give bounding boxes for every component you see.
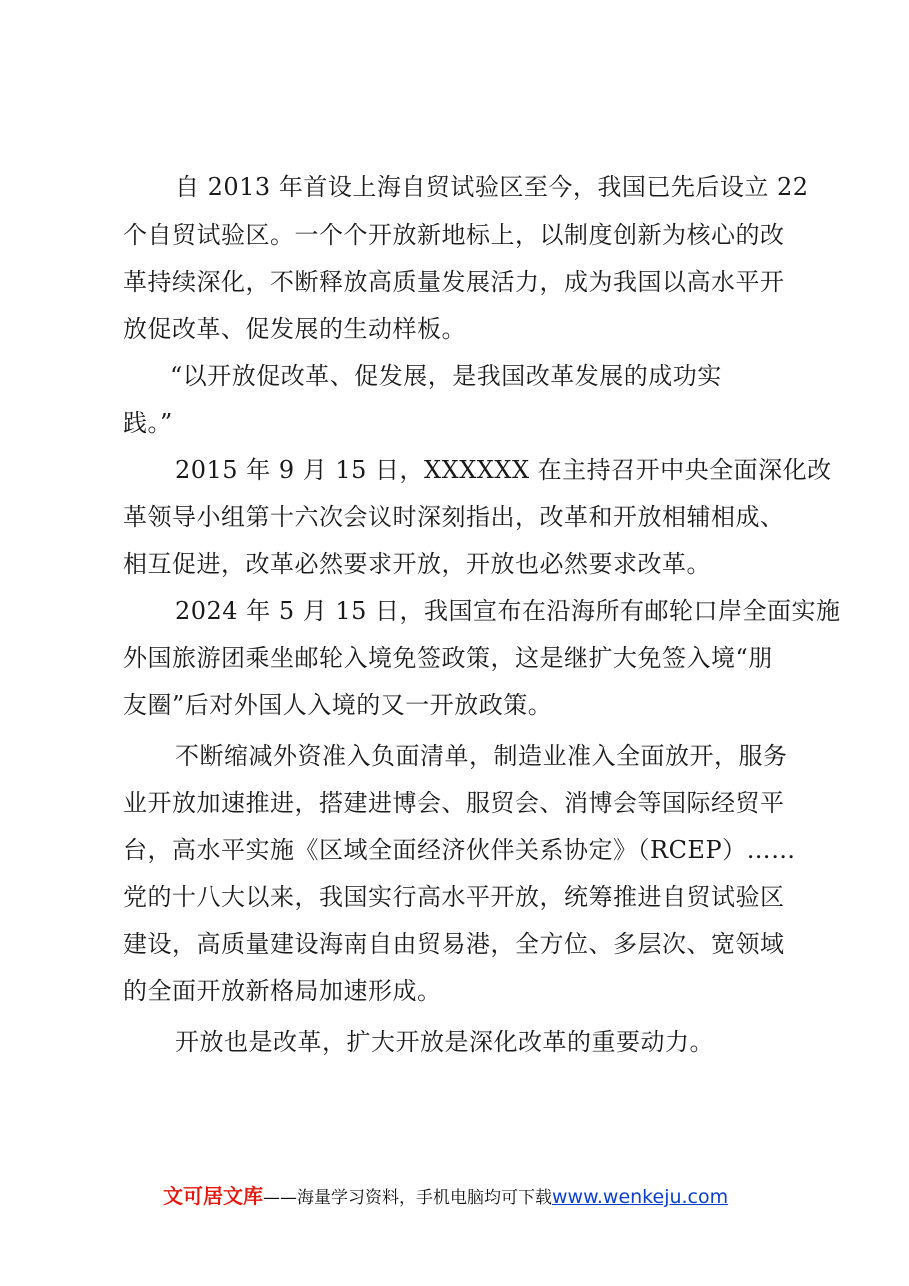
paragraph-2-line-1: “以开放促改革、促发展，是我国改革发展的成功实 (170, 362, 722, 390)
paragraph-3-line-1: 2015 年 9 月 15 日，XXXXXX 在主持召开中央全面深化改 (175, 456, 832, 484)
paragraph-1-line-2: 个自贸试验区。一个个开放新地标上，以制度创新为核心的改 (123, 221, 785, 249)
paragraph-3-line-2: 革领导小组第十六次会议时深刻指出，改革和开放相辅相成、 (123, 503, 785, 531)
paragraph-2-line-2: 践。” (123, 409, 173, 437)
paragraph-3-line-3: 相互促进，改革必然要求开放，开放也必然要求改革。 (123, 550, 711, 578)
paragraph-4-line-1: 2024 年 5 月 15 日，我国宣布在沿海所有邮轮口岸全面实施 (175, 597, 841, 625)
footer-link[interactable]: www.wenkeju.com (552, 1186, 729, 1208)
footer-dash: —— (263, 1188, 297, 1208)
paragraph-4-line-2: 外国旅游团乘坐邮轮入境免签政策，这是继扩大免签入境“朋 (123, 644, 773, 672)
footer-tagline: 海量学习资料，手机电脑均可下载 (297, 1188, 552, 1208)
paragraph-5-line-5: 建设，高质量建设海南自由贸易港，全方位、多层次、宽领域 (123, 930, 785, 958)
paragraph-6-line-1: 开放也是改革，扩大开放是深化改革的重要动力。 (175, 1028, 714, 1056)
paragraph-1-line-3: 革持续深化，不断释放高质量发展活力，成为我国以高水平开 (123, 268, 785, 296)
paragraph-1-line-4: 放促改革、促发展的生动样板。 (123, 315, 466, 343)
paragraph-5-line-1: 不断缩减外资准入负面清单，制造业准入全面放开，服务 (175, 742, 788, 770)
paragraph-5-line-6: 的全面开放新格局加速形成。 (123, 977, 442, 1005)
paragraph-5-line-2: 业开放加速推进，搭建进博会、服贸会、消博会等国际经贸平 (123, 789, 785, 817)
paragraph-4-line-3: 友圈”后对外国人入境的又一开放政策。 (123, 691, 553, 719)
footer-brand: 文可居文库 (163, 1184, 263, 1208)
paragraph-5-line-4: 党的十八大以来，我国实行高水平开放，统筹推进自贸试验区 (123, 883, 785, 911)
paragraph-5-line-3: 台，高水平实施《区域全面经济伙伴关系协定》（RCEP）…… (123, 836, 796, 864)
paragraph-1-line-1: 自 2013 年首设上海自贸试验区至今，我国已先后设立 22 (175, 173, 809, 201)
footer (163, 1183, 728, 1211)
